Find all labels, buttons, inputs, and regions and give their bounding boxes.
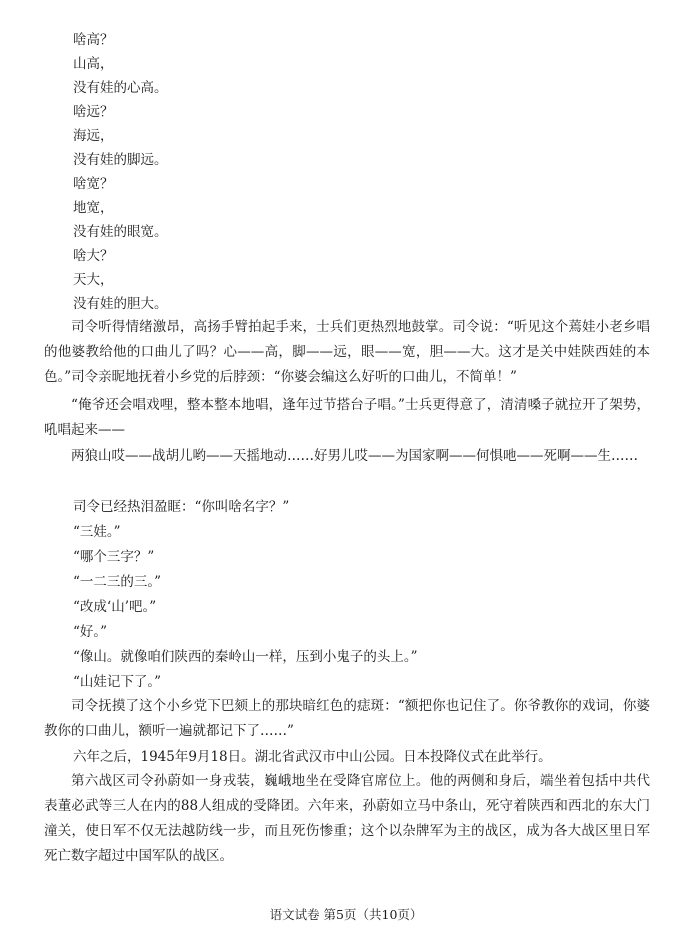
dialogue-line: “改成‘山’吧。” xyxy=(73,599,157,615)
dialogue-line: “一二三的三。” xyxy=(73,574,162,590)
poem-line: 啥大？ xyxy=(73,248,114,264)
dialogue-line: “好。” xyxy=(73,624,108,640)
poem-line: 海远， xyxy=(73,128,114,144)
paragraph-surrender-date: 六年之后，1945年9月18日。湖北省武汉市中山公园。日本投降仪式在此举行。 xyxy=(73,749,552,765)
poem-line: 啥远？ xyxy=(73,104,114,120)
paragraph-surrender-ceremony: 第六战区司令孙蔚如一身戎装，巍峨地坐在受降官席位上。他的两侧和身后，端坐着包括中共代表董必武等三人在内的88人组成的受降团。六年来，孙蔚如立马中条山，死守着陕西和西北的东大门潼关，使日军不仅无法越防线一步，而且死伤惨重；这个以杂牌军为主的战区，成为各大战区里日军死亡数字超过中国军队的战区。 xyxy=(44,773,650,864)
poem-line: 地宽， xyxy=(73,200,114,216)
dialogue-line: “哪个三字？” xyxy=(73,549,155,565)
poem-line: 山高， xyxy=(73,56,114,72)
poem-line: 天大， xyxy=(73,272,114,288)
paragraph-birthmark: 司令抚摸了这个小乡党下巴颏上的那块暗红色的痣斑：“额把你也记住了。你爷教你的戏词，你婆教你的口曲儿，额听一遍就都记下了……” xyxy=(44,698,650,739)
poem-line: 没有娃的眼宽。 xyxy=(73,224,168,240)
paragraph-opera-lyrics: 两狼山哎——战胡儿哟——天摇地动……好男儿哎——为国家啊——何惧吔——死啊——生…… xyxy=(71,448,638,464)
poem-line: 没有娃的胆大。 xyxy=(73,296,168,312)
poem-line: 没有娃的脚远。 xyxy=(73,152,168,168)
dialogue-line: “山娃记下了。” xyxy=(73,674,162,690)
paragraph-ask-name: 司令已经热泪盈眶：“你叫啥名字？” xyxy=(73,499,290,515)
poem-line: 啥宽？ xyxy=(73,176,114,192)
page-footer: 语文试卷 第5页（共10页） xyxy=(269,907,423,922)
dialogue-line: “像山。就像咱们陕西的秦岭山一样，压到小鬼子的头上。” xyxy=(73,649,418,665)
dialogue-line: “三娃。” xyxy=(73,524,121,540)
poem-line: 啥高？ xyxy=(73,32,114,48)
poem-line: 没有娃的心高。 xyxy=(73,80,168,96)
paragraph-grandpa-opera: “俺爷还会唱戏哩，整本整本地唱，逢年过节搭台子唱。”士兵更得意了，清清嗓子就拉开了架势，吼唱起来—— xyxy=(44,397,650,438)
paragraph-commander-applause: 司令听得情绪激昂，高扬手臂拍起手来，士兵们更热烈地鼓掌。司令说：“听见这个蔫娃小老乡唱的他婆教给他的口曲儿了吗？心——高，脚——远，眼——宽，胆——大。这才是关中娃陕西娃的本色。”司令亲昵地抚着小乡党的后脖颈：“你婆会编这么好听的口曲儿，不简单！” xyxy=(44,319,650,385)
